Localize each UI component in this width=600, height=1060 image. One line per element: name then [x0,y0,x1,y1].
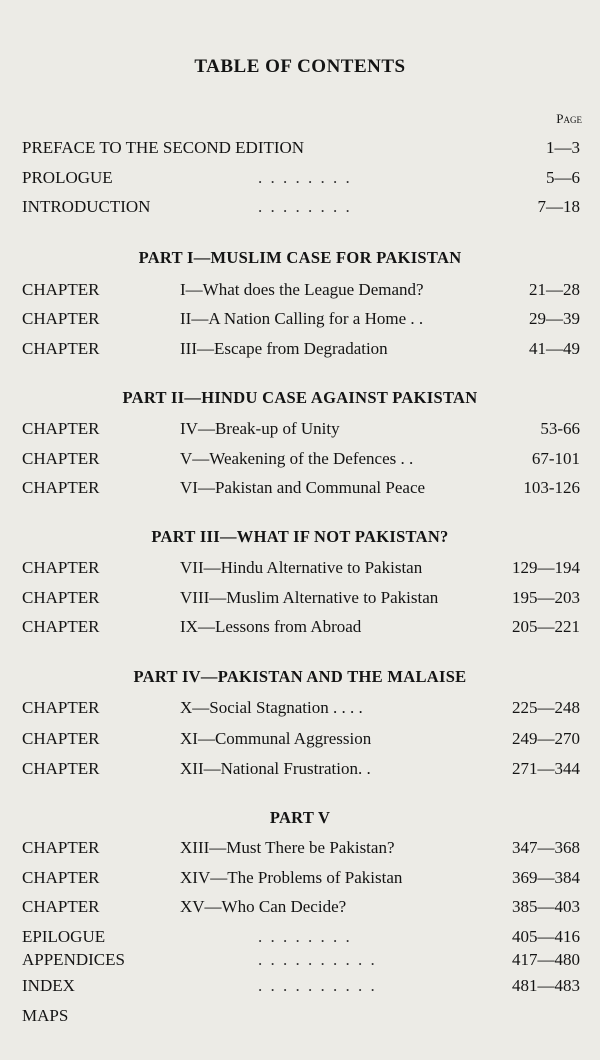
entry-label: MAPS [22,1006,69,1025]
entry-pages: 417—480 [512,950,580,969]
chapter-title: IV—Break-up of Unity [180,419,340,438]
chapter-row[interactable] [22,417,582,441]
chapter-title: VII—Hindu Alternative to Pakistan [180,558,423,577]
chapter-label: CHAPTER [22,617,100,636]
page-title: TABLE OF CONTENTS [194,56,406,77]
part-heading: PART IV—PAKISTAN AND THE MALAISE [133,667,467,686]
chapter-label: CHAPTER [22,280,100,299]
chapter-title: VI—Pakistan and Communal Peace [180,478,426,497]
chapter-pages: 29—39 [529,309,580,328]
chapter-pages: 205—221 [512,617,580,636]
leader-dots: . . . . . . . . [258,168,352,187]
leader-dots: . . . . . . . . [258,197,352,216]
chapter-row[interactable] [22,586,582,610]
toc-entry-epilogue[interactable] [22,925,582,949]
leader-dots: . . . . . . . . . . [258,950,377,969]
chapter-pages: 385—403 [512,897,580,916]
page-column-header: Page [556,111,582,126]
chapter-label: CHAPTER [22,729,100,748]
chapter-label: CHAPTER [22,868,100,887]
chapter-pages: 103-126 [523,478,580,497]
chapter-pages: 369—384 [512,868,580,887]
chapter-title: IX—Lessons from Abroad [180,617,362,636]
leader-dots: . . . . . . . . [258,927,352,946]
chapter-label: CHAPTER [22,838,100,857]
chapter-title: I—What does the League Demand? [180,280,424,299]
chapter-row[interactable] [22,307,582,331]
part-heading: PART III—WHAT IF NOT PAKISTAN? [151,527,449,546]
toc-entry-preface[interactable] [22,136,582,160]
entry-pages: 1—3 [546,138,580,157]
toc-entry-maps[interactable] [22,1004,582,1028]
part-heading: PART II—HINDU CASE AGAINST PAKISTAN [122,388,478,407]
chapter-pages: 271—344 [512,759,580,778]
chapter-label: CHAPTER [22,478,100,497]
chapter-pages: 225—248 [512,698,580,717]
entry-label: INDEX [22,976,75,995]
chapter-pages: 347—368 [512,838,580,857]
chapter-row[interactable] [22,696,582,720]
chapter-row[interactable] [22,556,582,580]
chapter-title: XV—Who Can Decide? [180,897,347,916]
chapter-title: II—A Nation Calling for a Home . . [180,309,424,328]
chapter-row[interactable] [22,727,582,751]
entry-label: PREFACE TO THE SECOND EDITION [22,138,305,157]
entry-pages: 7—18 [537,197,580,216]
chapter-row[interactable] [22,476,582,500]
chapter-title: III—Escape from Degradation [180,339,388,358]
chapter-title: XII—National Frustration. . [180,759,371,778]
chapter-row[interactable] [22,337,582,361]
chapter-label: CHAPTER [22,419,100,438]
chapter-pages: 53-66 [540,419,580,438]
chapter-label: CHAPTER [22,449,100,468]
entry-label: APPENDICES [22,950,125,969]
entry-pages: 481—483 [512,976,580,995]
chapter-title: VIII—Muslim Alternative to Pakistan [180,588,439,607]
entry-label: EPILOGUE [22,927,106,946]
chapter-pages: 129—194 [512,558,580,577]
chapter-label: CHAPTER [22,759,100,778]
chapter-title: X—Social Stagnation . . . . [180,698,363,717]
chapter-label: CHAPTER [22,698,100,717]
part-heading: PART I—MUSLIM CASE FOR PAKISTAN [138,248,462,267]
entry-pages: 5—6 [546,168,580,187]
chapter-row[interactable] [22,447,582,471]
part-heading: PART V [269,808,331,827]
entry-label: INTRODUCTION [22,197,151,216]
chapter-row[interactable] [22,278,582,302]
leader-dots: . . . . . . . . . . [258,976,377,995]
toc-entry-introduction[interactable] [22,195,582,219]
chapter-row[interactable] [22,615,582,639]
chapter-row[interactable] [22,866,582,890]
chapter-label: CHAPTER [22,339,100,358]
chapter-row[interactable] [22,836,582,860]
entry-label: PROLOGUE [22,168,113,187]
chapter-row[interactable] [22,757,582,781]
chapter-pages: 67-101 [531,449,580,468]
chapter-title: XIII—Must There be Pakistan? [180,838,395,857]
chapter-label: CHAPTER [22,897,100,916]
chapter-pages: 41—49 [529,339,580,358]
chapter-label: CHAPTER [22,309,100,328]
chapter-pages: 195—203 [512,588,580,607]
chapter-title: XIV—The Problems of Pakistan [180,868,403,887]
chapter-pages: 249—270 [512,729,580,748]
chapter-title: V—Weakening of the Defences . . [180,449,414,468]
chapter-pages: 21—28 [529,280,580,299]
entry-pages: 405—416 [512,927,580,946]
toc-entry-appendices[interactable] [22,948,582,972]
chapter-label: CHAPTER [22,588,100,607]
chapter-label: CHAPTER [22,558,100,577]
chapter-title: XI—Communal Aggression [180,729,372,748]
toc-entry-index[interactable] [22,974,582,998]
chapter-row[interactable] [22,895,582,919]
toc-entry-prologue[interactable] [22,166,582,190]
